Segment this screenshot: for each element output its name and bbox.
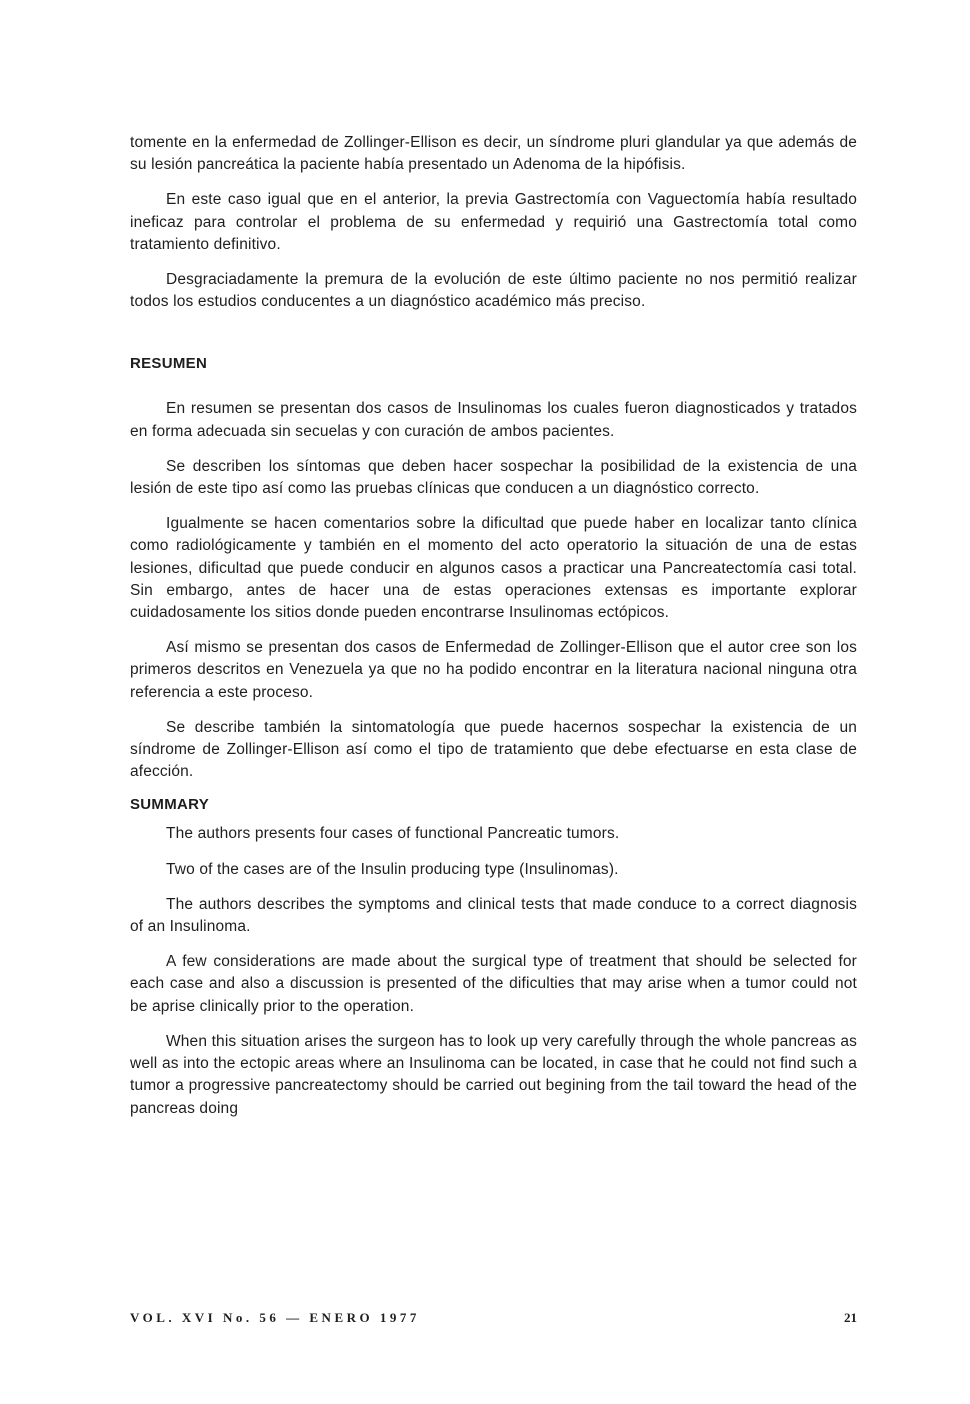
paragraph: Desgraciadamente la premura de la evolución de este último paciente no nos permitió realizar todos los estudios conducentes a un diagnóstico académico más preciso. <box>130 271 857 311</box>
journal-issue: VOL. XVI No. 56 — ENERO 1977 <box>130 1310 420 1325</box>
paragraph: En resumen se presentan dos casos de Insulinomas los cuales fueron diagnosticados y tratados en forma adecuada sin secuelas y con curación de ambos pacientes. <box>130 400 857 440</box>
page-footer <box>130 1310 857 1326</box>
page-number: 21 <box>844 1310 857 1325</box>
paragraph: The authors presents four cases of functional Pancreatic tumors. <box>166 825 620 843</box>
section-heading-summary: SUMMARY <box>130 796 210 814</box>
paragraph: Así mismo se presentan dos casos de Enfermedad de Zollinger-Ellison que el autor cree son los primeros descritos en Venezuela ya que no ha podido encontrar en la literatura nacional ninguna otra referencia a este proceso. <box>130 639 857 701</box>
paragraph-continuation: tomente en la enfermedad de Zollinger-Ellison es decir, un síndrome pluri glandular ya que además de su lesión pancreática la paciente había presentado un Adenoma de la hipófisis. <box>130 134 857 174</box>
paragraph: Se describen los síntomas que deben hacer sospechar la posibilidad de la existencia de una lesión de este tipo así como las pruebas clínicas que conducen a un diagnóstico correcto. <box>130 457 857 498</box>
section-heading-resumen: RESUMEN <box>130 355 208 373</box>
paragraph: The authors describes the symptoms and clinical tests that made conduce to a correct diagnosis of an Insulinoma. <box>130 895 857 936</box>
paragraph: Se describe también la sintomatología que puede hacernos sospechar la existencia de un síndrome de Zollinger-Ellison así como el tipo de tratamiento que debe efectuarse en esta clase de afección. <box>130 718 857 781</box>
paragraph: Two of the cases are of the Insulin producing type (Insulinomas). <box>166 860 619 878</box>
paragraph: Igualmente se hacen comentarios sobre la dificultad que puede haber en localizar tanto clínica como radiológicamente y también en el momento del acto operatorio la situación de una de estas lesiones, dificultad que puede conducir en algunos casos a practicar una Pancreatectomía casi total. Sin embargo, antes de hacer una de estas operaciones extensas es importante explorar cuidadosamente los sitios donde pueden encontrarse Insulinomas ectópicos. <box>130 515 857 622</box>
paragraph: En este caso igual que en el anterior, la previa Gastrectomía con Vaguectomía había resultado ineficaz para controlar el problema de su enfermedad y requirió una Gastrectomía total como tratamiento definitivo. <box>130 191 857 253</box>
paragraph: When this situation arises the surgeon has to look up very carefully through the whole pancreas as well as into the ectopic areas where an Insulinoma can be located, in case that he could not find such a tumor a progressive pancreatectomy should be carried out begining from the tail toward the head of the pancreas doing <box>130 1032 857 1117</box>
document-page <box>130 132 857 1133</box>
paragraph: A few considerations are made about the surgical type of treatment that should be selected for each case and also a discussion is presented of the dificulties that may arise when a tumor could not be aprise clinically prior to the operation. <box>130 953 857 1015</box>
